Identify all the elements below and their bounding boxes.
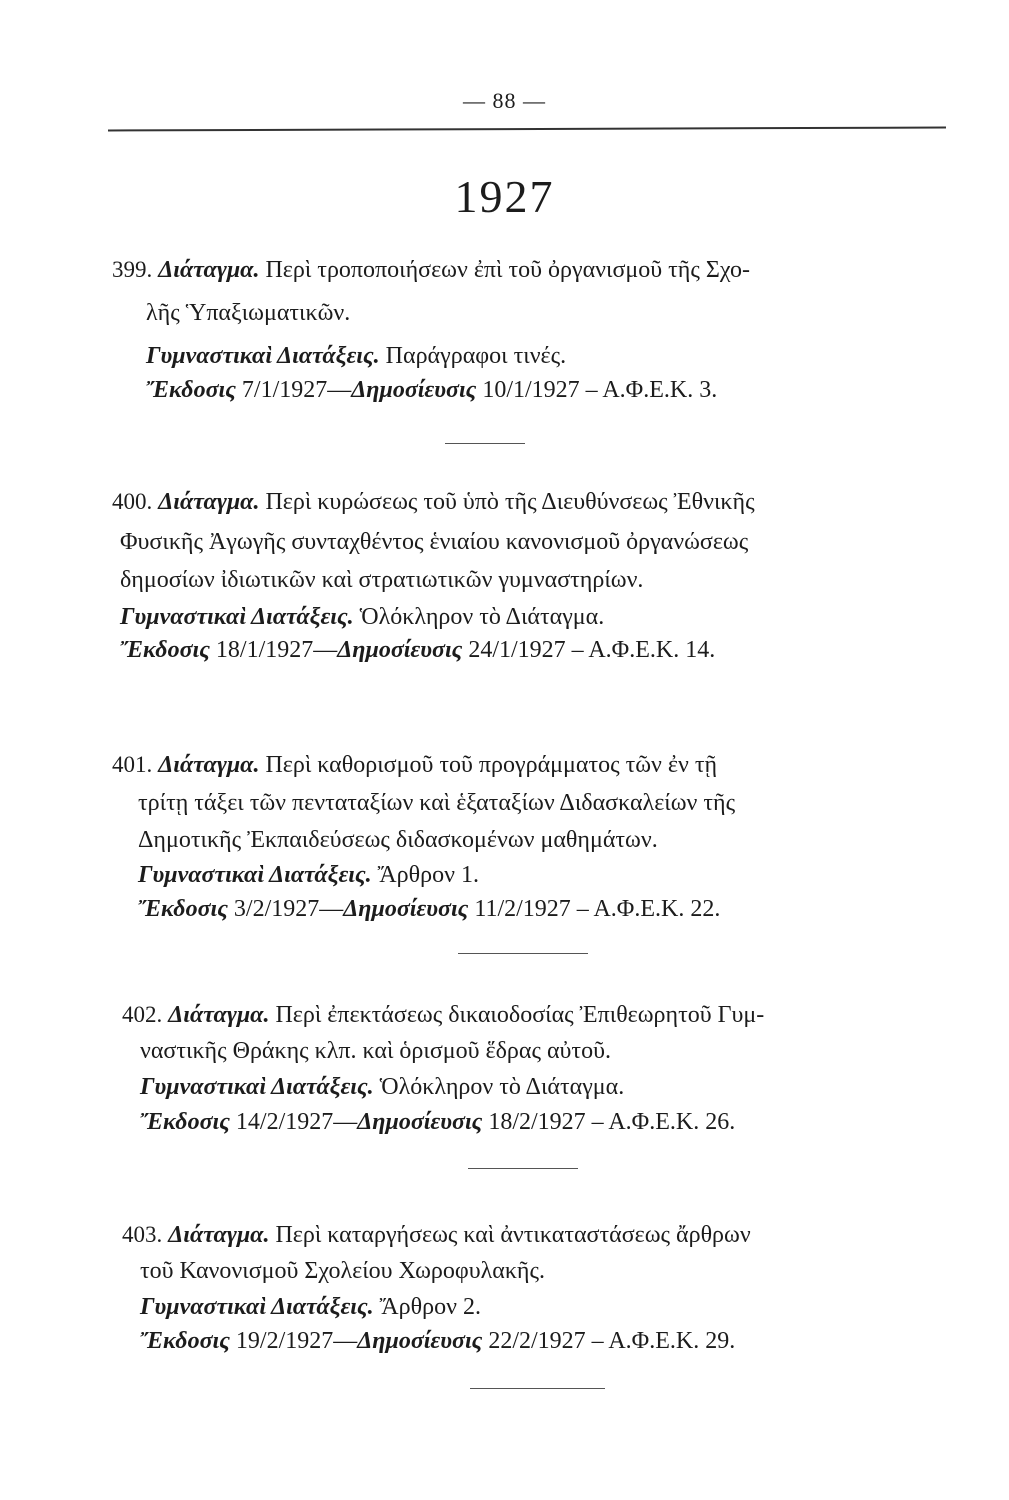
decree-label: Διάταγμα. — [168, 1002, 270, 1028]
subject-line: Περὶ ἐπεκτάσεως δικαιοδοσίας Ἐπιθεωρητοῦ Γυμ- — [275, 1002, 765, 1028]
publication-label: Δημοσίευσις — [343, 896, 469, 922]
entry-first-line — [122, 1220, 751, 1250]
page-number: — 88 — — [463, 88, 546, 113]
subject-line: Φυσικῆς Ἀγωγῆς συνταχθέντος ἑνιαίου κανονισμοῦ ὀργανώσεως — [120, 529, 749, 555]
decree-label: Διάταγμα. — [168, 1222, 270, 1248]
subject-line: Περὶ τροποποιήσεων ἐπὶ τοῦ ὀργανισμοῦ τῆς Σχο- — [265, 257, 750, 283]
publication-value: 22/2/1927 – Α.Φ.Ε.Κ. 29. — [488, 1328, 736, 1354]
subject-line: τρίτῃ τάξει τῶν πενταταξίων καὶ ἑξαταξίων Διδασκαλείων τῆς — [138, 790, 736, 816]
decree-label: Διάταγμα. — [158, 257, 260, 283]
gym-provisions-line — [120, 602, 604, 632]
entry-first-line — [122, 1000, 764, 1030]
gym-provisions-value: Παράγραφοι τινές. — [385, 343, 567, 369]
gym-provisions-line — [138, 860, 479, 890]
entry-number: 402. — [122, 1002, 163, 1027]
gym-provisions-label: Γυμναστικαὶ Διατάξεις. — [138, 862, 372, 888]
publication-label: Δημοσίευσις — [351, 377, 477, 403]
subject-line: Περὶ κυρώσεως τοῦ ὑπὸ τῆς Διευθύνσεως Ἐθνικῆς — [265, 489, 755, 515]
entry-number: 401. — [112, 752, 153, 777]
gym-provisions-label: Γυμναστικαὶ Διατάξεις. — [140, 1294, 374, 1320]
issue-line: Ἔκδοσις 7/1/1927—Δημοσίευσις 10/1/1927 – Α.Φ.Ε.Κ. 3. — [146, 377, 718, 403]
entry-number: 399. — [112, 257, 153, 282]
entry-separator — [470, 1388, 605, 1389]
gym-provisions-label: Γυμναστικαὶ Διατάξεις. — [140, 1074, 374, 1100]
subject-line: ναστικῆς Θράκης κλπ. καὶ ὁρισμοῦ ἕδρας αὐτοῦ. — [140, 1038, 611, 1064]
issue-date: 14/2/1927 — [235, 1109, 334, 1135]
issue-date: 18/1/1927 — [215, 637, 314, 663]
header-rule — [108, 127, 946, 132]
entry-separator — [445, 443, 525, 444]
gym-provisions-line — [140, 1072, 624, 1102]
year-heading: 1927 — [454, 171, 555, 222]
entry-first-line — [112, 255, 750, 285]
entry-number: 403. — [122, 1222, 163, 1247]
issue-line: Ἔκδοσις 14/2/1927—Δημοσίευσις 18/2/1927 – Α.Φ.Ε.Κ. 26. — [140, 1109, 736, 1135]
issue-label: Ἔκδοσις — [140, 1328, 230, 1354]
issue-label: Ἔκδοσις — [140, 1109, 230, 1135]
publication-value: 11/2/1927 – Α.Φ.Ε.Κ. 22. — [474, 896, 721, 922]
issue-line: Ἔκδοσις 3/2/1927—Δημοσίευσις 11/2/1927 – Α.Φ.Ε.Κ. 22. — [138, 896, 721, 922]
issue-line: Ἔκδοσις 18/1/1927—Δημοσίευσις 24/1/1927 – Α.Φ.Ε.Κ. 14. — [120, 637, 716, 663]
gym-provisions-value: Ἄρθρον 2. — [379, 1294, 481, 1320]
issue-line: Ἔκδοσις 19/2/1927—Δημοσίευσις 22/2/1927 – Α.Φ.Ε.Κ. 29. — [140, 1328, 736, 1354]
issue-label: Ἔκδοσις — [138, 896, 228, 922]
entry-number: 400. — [112, 489, 153, 514]
publication-label: Δημοσίευσις — [337, 637, 463, 663]
entry-separator — [468, 1168, 578, 1169]
decree-label: Διάταγμα. — [158, 489, 260, 515]
gym-provisions-label: Γυμναστικαὶ Διατάξεις. — [120, 604, 354, 630]
subject-line: λῆς Ὑπαξιωματικῶν. — [146, 300, 351, 326]
subject-line: Περὶ καταργήσεως καὶ ἀντικαταστάσεως ἄρθρων — [275, 1222, 751, 1248]
gym-provisions-label: Γυμναστικαὶ Διατάξεις. — [146, 343, 380, 369]
issue-label: Ἔκδοσις — [146, 377, 236, 403]
gym-provisions-value: Ἄρθρον 1. — [377, 862, 479, 888]
subject-line: δημοσίων ἰδιωτικῶν καὶ στρατιωτικῶν γυμναστηρίων. — [120, 567, 644, 593]
publication-value: 18/2/1927 – Α.Φ.Ε.Κ. 26. — [488, 1109, 736, 1135]
entry-separator — [458, 953, 588, 954]
issue-date: 7/1/1927 — [241, 377, 328, 403]
gym-provisions-value: Ὁλόκληρον τὸ Διάταγμα. — [379, 1074, 625, 1100]
entry-first-line — [112, 750, 717, 780]
gym-provisions-value: Ὁλόκληρον τὸ Διάταγμα. — [359, 604, 605, 630]
subject-line: Περὶ καθορισμοῦ τοῦ προγράμματος τῶν ἐν τῇ — [265, 752, 718, 778]
decree-label: Διάταγμα. — [158, 752, 260, 778]
issue-label: Ἔκδοσις — [120, 637, 210, 663]
entry-first-line — [112, 487, 755, 517]
issue-date: 19/2/1927 — [235, 1328, 334, 1354]
issue-date: 3/2/1927 — [233, 896, 320, 922]
publication-value: 10/1/1927 – Α.Φ.Ε.Κ. 3. — [482, 377, 718, 403]
publication-label: Δημοσίευσις — [357, 1109, 483, 1135]
subject-line: Δημοτικῆς Ἐκπαιδεύσεως διδασκομένων μαθημάτων. — [138, 827, 658, 853]
publication-label: Δημοσίευσις — [357, 1328, 483, 1354]
gym-provisions-line — [140, 1292, 481, 1322]
subject-line: τοῦ Κανονισμοῦ Σχολείου Χωροφυλακῆς. — [140, 1258, 545, 1284]
publication-value: 24/1/1927 – Α.Φ.Ε.Κ. 14. — [468, 637, 716, 663]
gym-provisions-line — [146, 341, 566, 371]
